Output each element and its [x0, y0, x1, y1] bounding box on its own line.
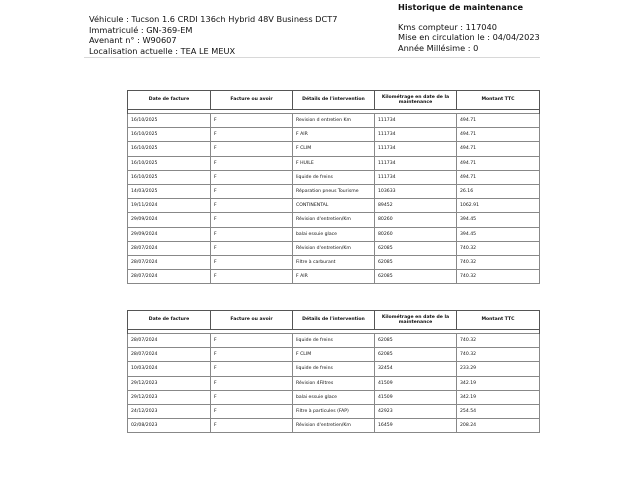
cell-type: F — [211, 142, 293, 156]
cell-date: 29/09/2024 — [128, 213, 211, 227]
cell-amount: 494.71 — [457, 128, 540, 142]
cell-details: Révision d'entretien/Km — [293, 419, 375, 433]
cell-amount: 740.32 — [457, 241, 540, 255]
cell-mileage: 111734 — [375, 114, 457, 128]
cell-details: Filtre à particules (FAP) — [293, 404, 375, 418]
table-row — [128, 170, 540, 184]
cell-details: F AIR — [293, 128, 375, 142]
col-type-header: Facture ou avoir — [211, 91, 293, 110]
cell-amount: 1062.91 — [457, 199, 540, 213]
cell-mileage: 41509 — [375, 390, 457, 404]
cell-date: 14/03/2025 — [128, 184, 211, 198]
table-header-row — [128, 311, 540, 330]
cell-mileage: 89452 — [375, 199, 457, 213]
cell-details: liquide de freins — [293, 170, 375, 184]
cell-amount: 208.24 — [457, 419, 540, 433]
cell-mileage: 62085 — [375, 334, 457, 348]
table-row — [128, 227, 540, 241]
vehicle-model: Véhicule : Tucson 1.6 CRDI 136ch Hybrid 48V Business DCT7 — [89, 14, 338, 24]
table-row — [128, 376, 540, 390]
cell-details: Filtre à carburant — [293, 255, 375, 269]
cell-type: F — [211, 270, 293, 284]
cell-mileage: 16459 — [375, 419, 457, 433]
cell-type: F — [211, 362, 293, 376]
table-row — [128, 128, 540, 142]
table-row — [128, 404, 540, 418]
cell-type: F — [211, 199, 293, 213]
cell-date: 29/12/2023 — [128, 376, 211, 390]
cell-mileage: 80260 — [375, 213, 457, 227]
vehicle-location: Localisation actuelle : TEA LE MEUX — [89, 45, 236, 56]
cell-details: Révision 4Filtres — [293, 376, 375, 390]
cell-date: 28/07/2024 — [128, 348, 211, 362]
col-amount-header: Montant TTC — [457, 91, 540, 110]
cell-mileage: 111734 — [375, 170, 457, 184]
cell-details: liquide de freins — [293, 334, 375, 348]
cell-date: 16/10/2025 — [128, 170, 211, 184]
table-row — [128, 199, 540, 213]
cell-date: 29/12/2023 — [128, 390, 211, 404]
vehicle-amendment: Avenant n° : W90607 — [89, 35, 177, 45]
cell-details: Revision d entretien Km — [293, 114, 375, 128]
cell-details: balai essuie glace — [293, 227, 375, 241]
cell-type: F — [211, 170, 293, 184]
cell-type: F — [211, 213, 293, 227]
table-row — [128, 184, 540, 198]
page-title: Historique de maintenance — [398, 2, 524, 12]
cell-date: 24/12/2023 — [128, 404, 211, 418]
cell-date: 28/07/2024 — [128, 334, 211, 348]
cell-date: 29/09/2024 — [128, 227, 211, 241]
vehicle-plate: Immatriculé : GN-369-EM — [89, 24, 193, 35]
cell-mileage: 62085 — [375, 241, 457, 255]
cell-details: balai essuie glace — [293, 390, 375, 404]
cell-amount: 740.32 — [457, 334, 540, 348]
table-row — [128, 270, 540, 284]
odometer: Kms compteur : 117040 — [398, 21, 497, 32]
table-row — [128, 348, 540, 362]
cell-type: F — [211, 419, 293, 433]
col-details-header: Détails de l'intervention — [293, 311, 375, 330]
col-details-header: Détails de l'intervention — [293, 91, 375, 110]
cell-amount: 342.19 — [457, 390, 540, 404]
cell-date: 16/10/2025 — [128, 128, 211, 142]
cell-type: F — [211, 128, 293, 142]
col-type-header: Facture ou avoir — [211, 311, 293, 330]
cell-type: F — [211, 334, 293, 348]
cell-details: F CLIM — [293, 348, 375, 362]
cell-details: F CLIM — [293, 142, 375, 156]
cell-amount: 494.71 — [457, 156, 540, 170]
cell-type: F — [211, 255, 293, 269]
cell-amount: 494.71 — [457, 114, 540, 128]
cell-type: F — [211, 227, 293, 241]
cell-amount: 342.19 — [457, 376, 540, 390]
cell-amount: 394.45 — [457, 227, 540, 241]
cell-details: Révision d'entretien/Km — [293, 241, 375, 255]
cell-type: F — [211, 390, 293, 404]
cell-mileage: 42923 — [375, 404, 457, 418]
cell-details: F HUILE — [293, 156, 375, 170]
table-row — [128, 419, 540, 433]
cell-mileage: 111734 — [375, 142, 457, 156]
cell-mileage: 62085 — [375, 348, 457, 362]
cell-details: CONTINENTAL — [293, 199, 375, 213]
cell-details: Révision d'entretien/Km — [293, 213, 375, 227]
cell-mileage: 32454 — [375, 362, 457, 376]
cell-type: F — [211, 348, 293, 362]
table-row — [128, 213, 540, 227]
cell-amount: 740.32 — [457, 255, 540, 269]
cell-type: F — [211, 184, 293, 198]
cell-date: 28/07/2024 — [128, 241, 211, 255]
col-mileage-header: Kilométrage en date de la maintenance — [375, 311, 457, 330]
vehicle-info — [89, 14, 337, 56]
table-row — [128, 334, 540, 348]
cell-date: 16/10/2025 — [128, 142, 211, 156]
table-row — [128, 255, 540, 269]
header-divider — [84, 57, 540, 58]
col-mileage-header: Kilométrage en date de la maintenance — [375, 91, 457, 110]
cell-mileage: 41509 — [375, 376, 457, 390]
table-row — [128, 241, 540, 255]
table-row — [128, 362, 540, 376]
cell-amount: 233.29 — [457, 362, 540, 376]
col-date-header: Date de facture — [128, 91, 211, 110]
cell-type: F — [211, 376, 293, 390]
registration-date: Mise en circulation le : 04/04/2023 — [398, 32, 540, 42]
cell-date: 16/10/2025 — [128, 114, 211, 128]
cell-mileage: 111734 — [375, 156, 457, 170]
table-row — [128, 114, 540, 128]
col-date-header: Date de facture — [128, 311, 211, 330]
cell-mileage: 62085 — [375, 270, 457, 284]
table-row — [128, 142, 540, 156]
table-header-row — [128, 91, 540, 110]
cell-date: 02/08/2023 — [128, 419, 211, 433]
cell-type: F — [211, 114, 293, 128]
maintenance-table-2 — [127, 310, 540, 433]
cell-details: F AIR — [293, 270, 375, 284]
col-amount-header: Montant TTC — [457, 311, 540, 330]
cell-type: F — [211, 241, 293, 255]
cell-mileage: 103633 — [375, 184, 457, 198]
cell-mileage: 111734 — [375, 128, 457, 142]
cell-amount: 254.54 — [457, 404, 540, 418]
table-row — [128, 390, 540, 404]
cell-date: 28/07/2024 — [128, 255, 211, 269]
cell-amount: 394.45 — [457, 213, 540, 227]
cell-mileage: 62085 — [375, 255, 457, 269]
maintenance-table-1 — [127, 90, 540, 284]
cell-type: F — [211, 404, 293, 418]
table-row — [128, 156, 540, 170]
cell-amount: 26.16 — [457, 184, 540, 198]
cell-amount: 494.71 — [457, 142, 540, 156]
cell-amount: 740.32 — [457, 348, 540, 362]
cell-date: 19/11/2024 — [128, 199, 211, 213]
cell-date: 16/10/2025 — [128, 156, 211, 170]
cell-details: Réparation pneus Tourisme — [293, 184, 375, 198]
cell-date: 10/03/2024 — [128, 362, 211, 376]
cell-type: F — [211, 156, 293, 170]
cell-amount: 494.71 — [457, 170, 540, 184]
model-year: Année Millésime : 0 — [398, 42, 479, 53]
cell-amount: 740.32 — [457, 270, 540, 284]
cell-details: liquide de freins — [293, 362, 375, 376]
cell-mileage: 80260 — [375, 227, 457, 241]
maintenance-summary — [398, 2, 540, 53]
cell-date: 28/07/2024 — [128, 270, 211, 284]
